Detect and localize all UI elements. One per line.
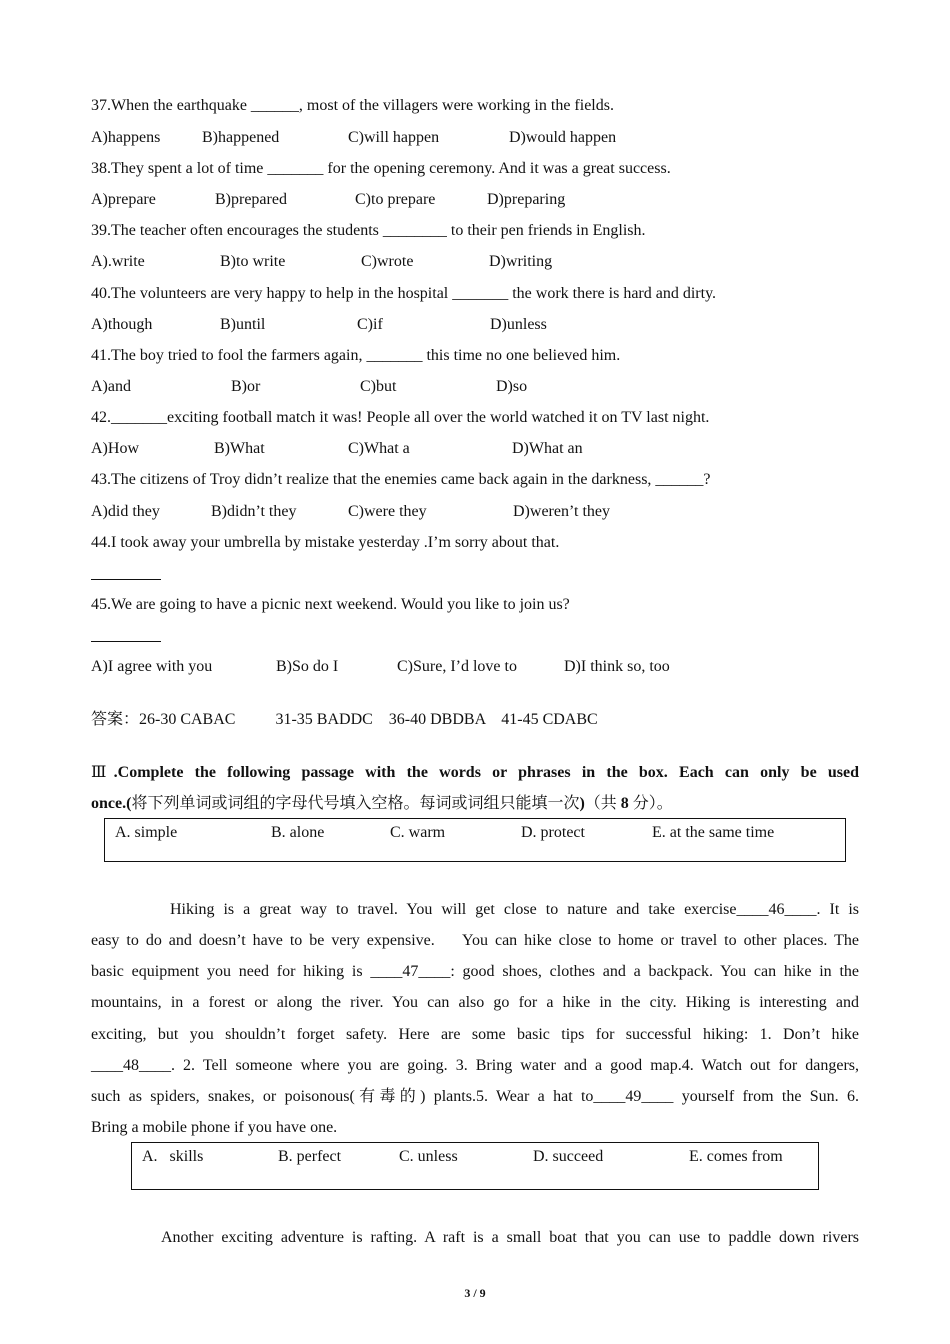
passage-1-line-5: exciting, but you shouldn’t forget safety. Here are some basic tips for successful hiking: 1. Don’t hike xyxy=(91,1026,859,1043)
q43-option-c: C)were they xyxy=(348,503,427,520)
word-box-2-item-b: B. perfect xyxy=(278,1148,342,1165)
shared-option-d: D)I think so, too xyxy=(564,658,670,675)
passage-1-line-4: mountains, in a forest or along the river. You can also go for a hike in the city. Hiking is interesting and xyxy=(91,994,859,1011)
passage-1-line-6: ____48____. 2. Tell someone where you are going. 3. Bring water and a good map.4. Watch out for dangers, xyxy=(91,1057,859,1074)
q38-option-b: B)prepared xyxy=(215,191,287,208)
shared-option-a: A)I agree with you xyxy=(91,658,213,675)
section-3-instruction-line2 xyxy=(91,794,673,814)
section-3-paren: ) xyxy=(579,795,585,812)
q42-option-a: A)How xyxy=(91,440,139,457)
q37-option-a: A)happens xyxy=(91,129,161,146)
passage-1-line-2: easy to do and doesn’t have to be very expensive. You can hike close to home or travel to other places. The xyxy=(91,932,859,949)
question-39-stem: 39.The teacher often encourages the students ________ to their pen friends in English. xyxy=(91,222,646,239)
q40-option-a: A)though xyxy=(91,316,153,333)
answer-key: 答案：26-30 CABAC 31-35 BADDC 36-40 DBDBA 41-45 CDABC xyxy=(91,711,598,728)
shared-option-b: B)So do I xyxy=(276,658,339,675)
q42-option-b: B)What xyxy=(214,440,265,457)
q40-option-b: B)until xyxy=(220,316,266,333)
q41-option-d: D)so xyxy=(496,378,528,395)
section-3-once: once.( xyxy=(91,795,132,812)
q39-option-c: C)wrote xyxy=(361,253,414,270)
section-3-points: 8 xyxy=(620,795,629,812)
section-3-instruction xyxy=(91,763,859,783)
word-box-1-item-d: D. protect xyxy=(521,824,585,841)
word-box-2-item-e: E. comes from xyxy=(689,1148,783,1165)
passage-1-line-1: Hiking is a great way to travel. You will get close to nature and take exercise____46____. It is xyxy=(170,901,859,918)
q41-option-a: A)and xyxy=(91,378,131,395)
section-3-points-prefix: （共 xyxy=(584,795,621,812)
section-3-points-suffix: 分）。 xyxy=(628,795,673,812)
section-3-numeral: Ⅲ xyxy=(91,764,114,781)
word-box-2-item-d: D. succeed xyxy=(533,1148,604,1165)
shared-option-c: C)Sure, I’d love to xyxy=(397,658,517,675)
word-box-2-item-a: A. skills xyxy=(142,1148,204,1165)
passage-1-line-8: Bring a mobile phone if you have one. xyxy=(91,1119,338,1136)
question-37-stem: 37.When the earthquake ______, most of the villagers were working in the fields. xyxy=(91,97,614,114)
word-box-1-item-e: E. at the same time xyxy=(652,824,775,841)
question-44-stem: 44.I took away your umbrella by mistake yesterday .I’m sorry about that. xyxy=(91,534,560,551)
q38-option-c: C)to prepare xyxy=(355,191,436,208)
passage-1-line-7: such as spiders, snakes, or poisonous(有毒的) plants.5. Wear a hat to____49____ yourself from the Sun. 6. xyxy=(91,1088,859,1105)
q42-option-d: D)What an xyxy=(512,440,583,457)
word-box-1-item-b: B. alone xyxy=(271,824,325,841)
q38-option-a: A)prepare xyxy=(91,191,156,208)
question-40-stem: 40.The volunteers are very happy to help in the hospital _______ the work there is hard and dirty. xyxy=(91,285,717,302)
q43-option-d: D)weren’t they xyxy=(513,503,610,520)
q39-option-b: B)to write xyxy=(220,253,286,270)
q38-option-d: D)preparing xyxy=(487,191,566,208)
q40-option-c: C)if xyxy=(357,316,383,333)
q45-answer-blank xyxy=(91,641,161,642)
question-43-stem: 43.The citizens of Troy didn’t realize that the enemies came back again in the darkness, ______? xyxy=(91,471,711,488)
passage-2-line-1: Another exciting adventure is rafting. A raft is a small boat that you can use to paddle down rivers xyxy=(161,1229,859,1246)
word-box-1-item-c: C. warm xyxy=(390,824,446,841)
question-45-stem: 45.We are going to have a picnic next weekend. Would you like to join us? xyxy=(91,596,570,613)
q37-option-b: B)happened xyxy=(202,129,280,146)
word-box-1-item-a: A. simple xyxy=(115,824,178,841)
question-41-stem: 41.The boy tried to fool the farmers again, _______ this time no one believed him. xyxy=(91,347,621,364)
q37-option-d: D)would happen xyxy=(509,129,617,146)
word-box-2 xyxy=(131,1142,819,1190)
q42-option-c: C)What a xyxy=(348,440,410,457)
section-3-instruction-text: .Complete the following passage with the words or phrases in the box. Each can only be used xyxy=(113,764,860,781)
q43-option-b: B)didn’t they xyxy=(211,503,297,520)
question-42-stem: 42._______exciting football match it was! People all over the world watched it on TV last night. xyxy=(91,409,710,426)
q40-option-d: D)unless xyxy=(490,316,547,333)
q44-answer-blank xyxy=(91,579,161,580)
q41-option-c: C)but xyxy=(360,378,397,395)
word-box-1 xyxy=(104,818,846,862)
q37-option-c: C)will happen xyxy=(348,129,440,146)
question-38-stem: 38.They spent a lot of time _______ for the opening ceremony. And it was a great success. xyxy=(91,160,671,177)
page-number: 3 / 9 xyxy=(464,1286,486,1300)
q39-option-a: A).write xyxy=(91,253,145,270)
passage-1-line-3: basic equipment you need for hiking is ____47____: good shoes, clothes and a backpack. You can hike in the xyxy=(91,963,859,980)
q41-option-b: B)or xyxy=(231,378,261,395)
word-box-2-item-c: C. unless xyxy=(399,1148,458,1165)
q39-option-d: D)writing xyxy=(489,253,553,270)
section-3-cn-text: 将下列单词或词组的字母代号填入空格。每词或词组只能填一次 xyxy=(131,795,580,812)
q43-option-a: A)did they xyxy=(91,503,160,520)
